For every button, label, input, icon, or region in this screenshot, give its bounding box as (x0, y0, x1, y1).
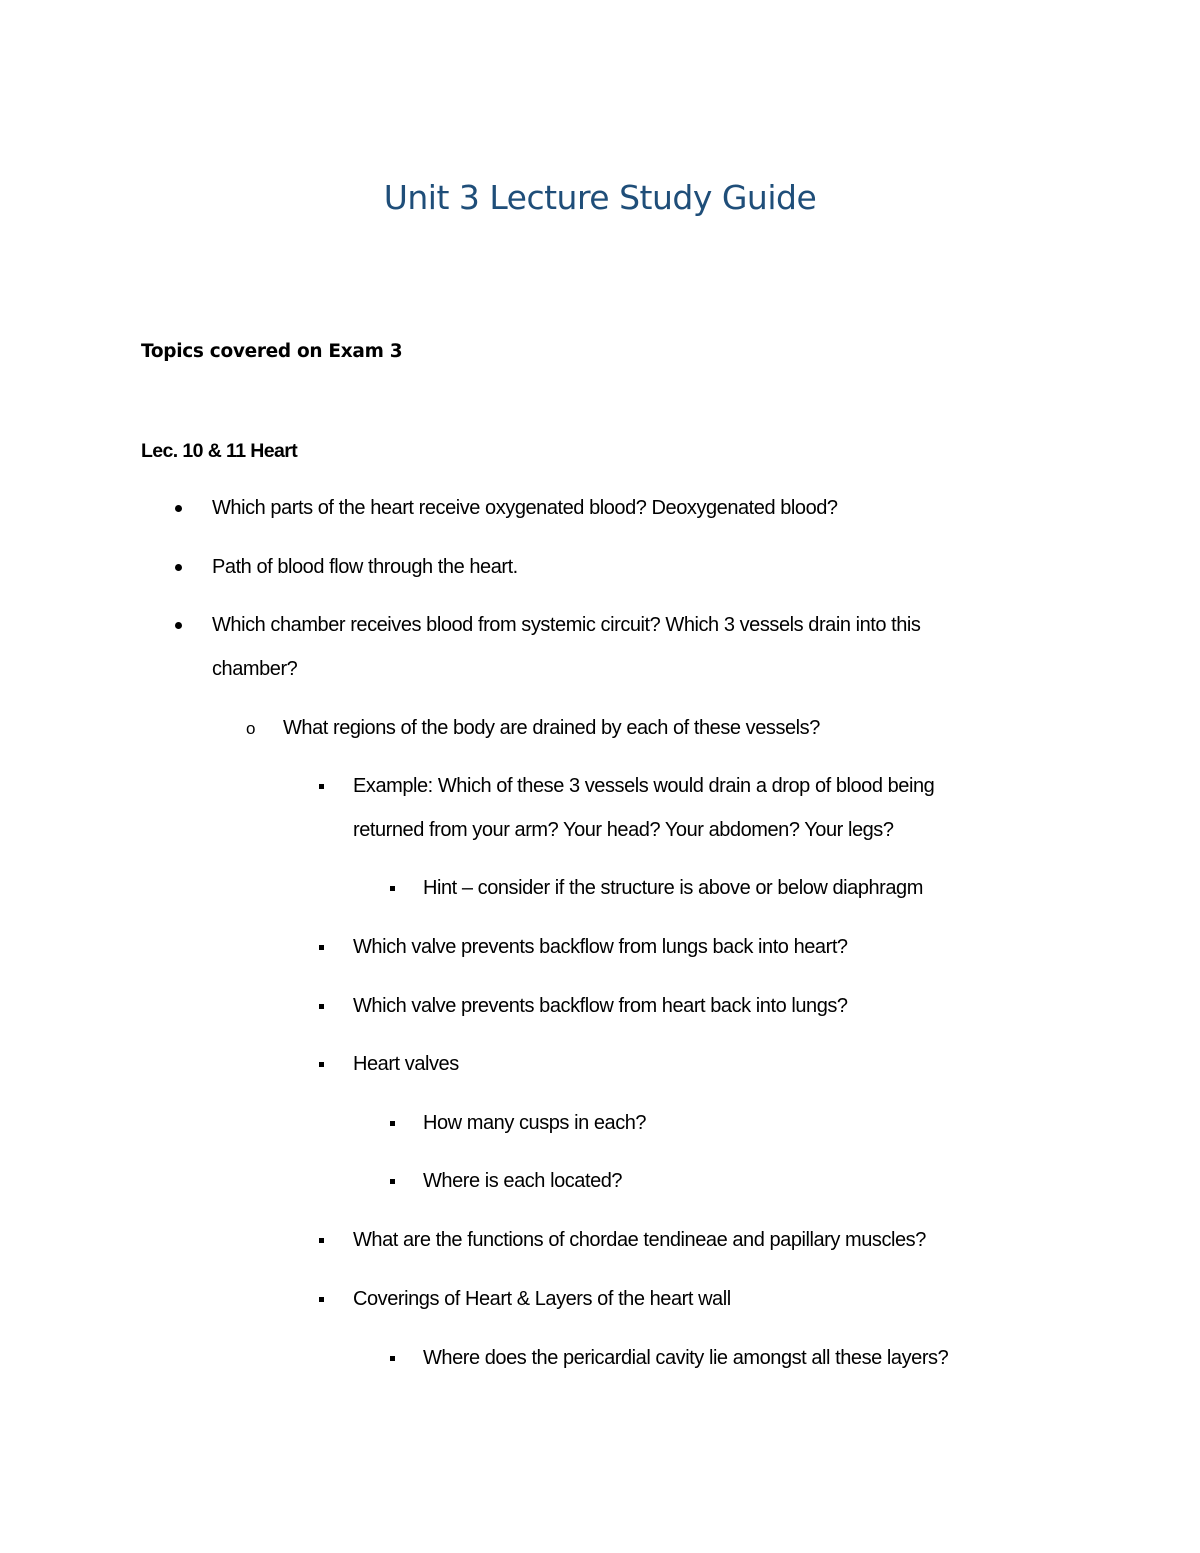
list-item (0, 764, 1200, 852)
list-item (0, 706, 1200, 750)
list-item-text: Path of blood flow through the heart. (212, 556, 518, 578)
list-item-text: Heart valves (353, 1053, 459, 1075)
lecture-heading: Lec. 10 & 11 Heart (141, 440, 298, 462)
list-item-text: How many cusps in each? (423, 1112, 647, 1134)
list-item-text: Which parts of the heart receive oxygenated blood? Deoxygenated blood? (212, 497, 838, 519)
list-item-text-continuation: chamber? (212, 658, 298, 680)
document-title: Unit 3 Lecture Study Guide (383, 178, 817, 217)
list-item (0, 1159, 1200, 1203)
list-item (0, 925, 1200, 969)
list-item-text: Which valve prevents backflow from lungs back into heart? (353, 936, 848, 958)
list-item-text: What are the functions of chordae tendineae and papillary muscles? (353, 1229, 926, 1251)
list-item-text: Example: Which of these 3 vessels would drain a drop of blood being (353, 775, 935, 797)
list-item (0, 545, 1200, 589)
list-item (0, 1218, 1200, 1262)
list-item-text: Which valve prevents backflow from heart back into lungs? (353, 995, 848, 1017)
bullet-o-icon: o (246, 719, 256, 738)
list-item-text: Where does the pericardial cavity lie amongst all these layers? (423, 1347, 949, 1369)
section-heading: Topics covered on Exam 3 (141, 341, 403, 362)
list-item (0, 603, 1200, 691)
list-item (0, 1277, 1200, 1321)
list-item-text: Coverings of Heart & Layers of the heart wall (353, 1288, 731, 1310)
list-item (0, 1336, 1200, 1380)
list-item (0, 1042, 1200, 1086)
list-item-text: What regions of the body are drained by each of these vessels? (283, 717, 820, 739)
list-item (0, 1101, 1200, 1145)
list-item (0, 984, 1200, 1028)
list-item (0, 486, 1200, 530)
list-item (0, 866, 1200, 910)
list-item-text: Hint – consider if the structure is above or below diaphragm (423, 877, 923, 899)
list-item-text-continuation: returned from your arm? Your head? Your abdomen? Your legs? (353, 819, 894, 841)
list-item-text: Which chamber receives blood from systemic circuit? Which 3 vessels drain into this (212, 614, 921, 636)
list-item-text: Where is each located? (423, 1170, 623, 1192)
